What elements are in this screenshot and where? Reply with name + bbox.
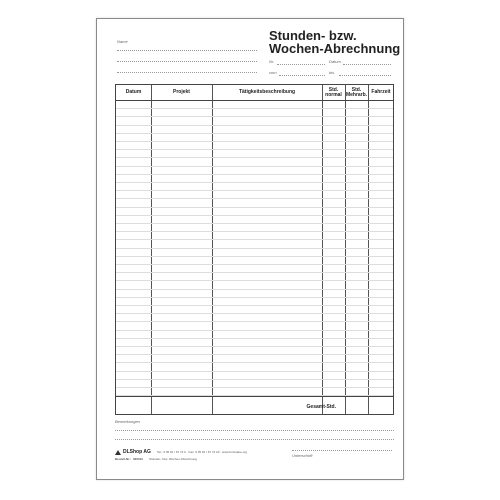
table-row[interactable] [116, 116, 393, 117]
table-row[interactable] [116, 125, 393, 126]
table-row[interactable] [116, 190, 393, 191]
order-no-label: Bestell-Nr.: [115, 457, 131, 461]
table-row[interactable] [116, 248, 393, 249]
table-row[interactable] [116, 338, 393, 339]
form-title-line-2: Wochen-Abrechnung [269, 41, 401, 56]
order-description: Stunden- bzw. Wochen-Abrechnung [149, 457, 197, 461]
table-row[interactable] [116, 379, 393, 380]
table-row[interactable] [116, 239, 393, 240]
table-row[interactable] [116, 297, 393, 298]
signature-label: Unterschrift [292, 453, 313, 458]
bis-field[interactable] [339, 75, 391, 76]
table-row[interactable] [116, 256, 393, 257]
column-divider [212, 85, 213, 414]
col-header-projekt: Projekt [173, 89, 190, 95]
col-header-std-normal: Std. normal [325, 86, 342, 98]
table-row[interactable] [116, 215, 393, 216]
vom-field[interactable] [279, 75, 325, 76]
total-separator [116, 396, 393, 397]
form-title [269, 29, 400, 55]
header-separator [116, 100, 393, 101]
form-sheet [96, 18, 404, 480]
table-row[interactable] [116, 371, 393, 372]
table-row[interactable] [116, 198, 393, 199]
table-row[interactable] [116, 108, 393, 109]
remarks-line-2[interactable] [115, 439, 394, 440]
col-header-std-mehrarb: Std. Mehrarb. [345, 86, 368, 98]
form-title-line-1: Stunden- bzw. [269, 28, 357, 43]
table-row[interactable] [116, 166, 393, 167]
table-row[interactable] [116, 305, 393, 306]
col-header-fahrzeit: Fahrzeit [371, 89, 391, 95]
bis-label: bis [329, 70, 335, 75]
table-row[interactable] [116, 182, 393, 183]
table-row[interactable] [116, 321, 393, 322]
total-label: Gesamt-Std. [306, 404, 336, 410]
table-row[interactable] [116, 174, 393, 175]
column-divider [322, 85, 323, 414]
col-header-taetigkeit: Tätigkeitsbeschreibung [238, 89, 296, 95]
order-no: 320010 [133, 457, 144, 461]
col-header-datum: Datum [125, 89, 142, 95]
table-row[interactable] [116, 330, 393, 331]
table-row[interactable] [116, 207, 393, 208]
table-row[interactable] [116, 289, 393, 290]
column-divider [368, 85, 369, 414]
datum-label: Datum [329, 59, 341, 64]
name-line-3[interactable] [117, 72, 257, 73]
table-row[interactable] [116, 313, 393, 314]
brand-name: DLShop AG [123, 449, 151, 455]
table-row[interactable] [116, 157, 393, 158]
name-line-1[interactable] [117, 50, 257, 51]
table-row[interactable] [116, 133, 393, 134]
table-row[interactable] [116, 149, 393, 150]
table-row[interactable] [116, 280, 393, 281]
brand-logo-icon [115, 450, 121, 455]
column-divider [345, 85, 346, 414]
nr-label: Nr. [269, 59, 275, 64]
name-line-2[interactable] [117, 61, 257, 62]
nr-field[interactable] [277, 64, 325, 65]
vom-label: vom [269, 70, 277, 75]
datum-field[interactable] [343, 64, 391, 65]
time-table [115, 84, 394, 415]
table-row[interactable] [116, 346, 393, 347]
column-divider [151, 85, 152, 414]
name-label: Name [117, 39, 128, 44]
table-row[interactable] [116, 231, 393, 232]
signature-line[interactable] [292, 450, 392, 451]
brand-contact: Tel.: 0 35 91 / 67 74 0 · Fax: 0 35 91 / 67 74 20 · www.formulare.org [157, 450, 248, 454]
table-row[interactable] [116, 362, 393, 363]
table-row[interactable] [116, 223, 393, 224]
table-row[interactable] [116, 387, 393, 388]
table-row[interactable] [116, 272, 393, 273]
table-row[interactable] [116, 141, 393, 142]
remarks-line-1[interactable] [115, 430, 394, 431]
remarks-label: Bemerkungen [115, 419, 140, 424]
table-row[interactable] [116, 264, 393, 265]
table-row[interactable] [116, 354, 393, 355]
footer-brand [115, 449, 151, 455]
